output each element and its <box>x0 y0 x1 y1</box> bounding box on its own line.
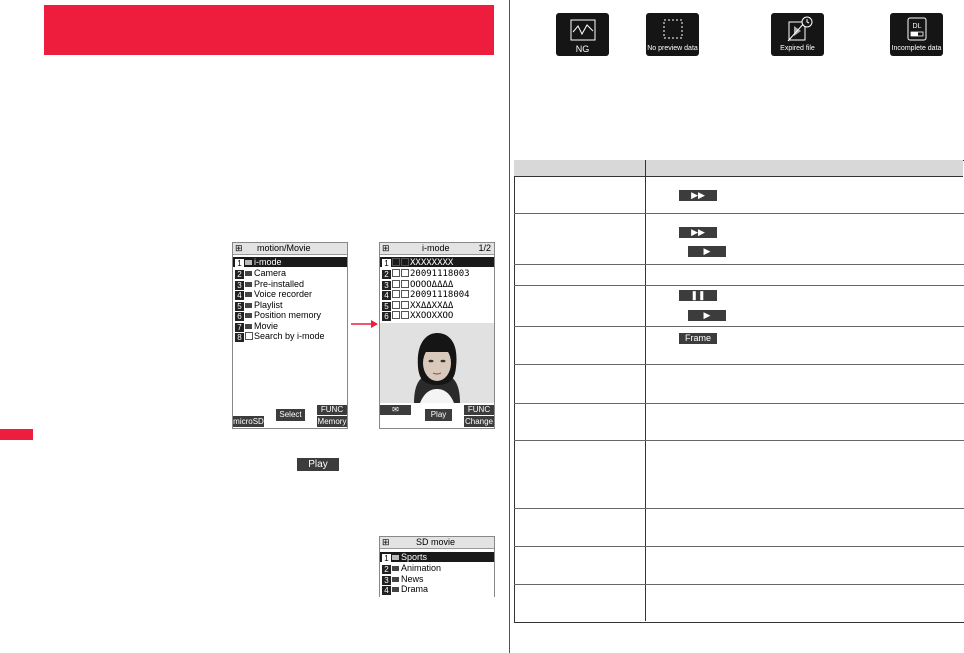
list-item[interactable]: 1 i-mode <box>233 257 347 267</box>
incomplete-data-thumbnail: DL Incomplete data <box>890 13 943 56</box>
list-item[interactable]: 3 Pre-installed <box>233 279 347 289</box>
list-item[interactable]: 4 Drama <box>380 584 494 594</box>
list-item[interactable]: 2 20091118003 <box>380 268 494 278</box>
search-item-icon <box>245 332 253 340</box>
movie-file-icon <box>401 258 409 266</box>
screen-antenna-icon: ⊞ <box>235 243 243 253</box>
movie-file-icon <box>392 311 400 319</box>
table-row-divider <box>514 213 964 214</box>
movie-file-icon <box>401 290 409 298</box>
table-header-row <box>514 160 963 177</box>
dotted-frame-icon <box>662 18 684 40</box>
softkey-func[interactable]: FUNC <box>464 405 494 415</box>
list-item[interactable]: 4 20091118004 <box>380 289 494 299</box>
wave-icon <box>570 19 596 41</box>
table-column-divider <box>645 160 646 621</box>
page-divider <box>509 0 510 653</box>
table-row-divider <box>514 364 964 365</box>
list-item[interactable]: 3 OOOOΔΔΔΔ <box>380 279 494 289</box>
table-row-divider <box>514 508 964 509</box>
movie-file-icon <box>392 258 400 266</box>
table-row-divider <box>514 546 964 547</box>
play-key-inline: Play <box>297 458 339 471</box>
screen-antenna-icon: ⊞ <box>382 537 390 547</box>
mail-icon[interactable]: ✉ <box>380 405 411 415</box>
list-item[interactable]: 3 News <box>380 574 494 584</box>
movie-file-icon <box>392 290 400 298</box>
play-key: ▶ <box>688 246 726 257</box>
ng-thumbnail: NG <box>556 13 609 56</box>
list-item[interactable]: 5 Playlist <box>233 300 347 310</box>
screen-header <box>380 537 494 549</box>
folder-icon <box>245 303 252 308</box>
pause-key: ❚❚ <box>679 290 717 301</box>
table-row-divider <box>514 440 964 441</box>
folder-icon <box>245 282 252 287</box>
table-row-divider <box>514 264 964 265</box>
fast-forward-key: ▶▶ <box>679 190 717 201</box>
movie-file-icon <box>401 301 409 309</box>
table-row-divider <box>514 584 964 585</box>
softkey-change[interactable]: Change <box>464 417 494 426</box>
folder-icon <box>392 566 399 571</box>
softkey-play[interactable]: Play <box>425 409 452 421</box>
phone-screen-movie-folders <box>232 242 348 429</box>
expired-file-thumbnail: Expired file <box>771 13 824 56</box>
list-item[interactable]: 6 Position memory <box>233 310 347 320</box>
no-preview-thumbnail: No preview data <box>646 13 699 56</box>
folder-icon <box>392 577 399 582</box>
page-indicator: 1/2 <box>478 243 491 253</box>
dl-device-icon <box>906 17 928 41</box>
list-item[interactable]: 1 Sports <box>380 552 494 562</box>
expired-clock-icon <box>785 15 815 43</box>
chapter-index-tab <box>0 429 33 440</box>
table-row-divider <box>514 285 964 286</box>
screen-title: motion/Movie <box>257 243 311 253</box>
list-item[interactable]: 2 Animation <box>380 563 494 573</box>
section-header-banner <box>44 5 494 55</box>
softkey-microsd[interactable]: microSD <box>233 417 264 426</box>
folder-icon <box>245 324 252 329</box>
operation-table <box>514 160 964 623</box>
phone-screen-sd-movie <box>379 536 495 597</box>
folder-icon <box>245 260 252 265</box>
list-item[interactable]: 4 Voice recorder <box>233 289 347 299</box>
softkey-select[interactable]: Select <box>276 409 305 421</box>
screen-header <box>233 243 347 255</box>
svg-text:DL: DL <box>912 23 922 30</box>
screen-title: SD movie <box>416 537 456 547</box>
folder-icon <box>245 271 252 276</box>
softkey-memory[interactable]: Memory <box>317 417 347 426</box>
folder-icon <box>392 555 399 560</box>
list-item[interactable]: 2 Camera <box>233 268 347 278</box>
screen-antenna-icon: ⊞ <box>382 243 390 253</box>
table-row-divider <box>514 403 964 404</box>
movie-preview-image <box>380 323 494 403</box>
folder-icon <box>245 313 252 318</box>
list-item[interactable]: 5 XXΔΔXXΔΔ <box>380 300 494 310</box>
play-key: ▶ <box>688 310 726 321</box>
table-row-divider <box>514 326 964 327</box>
phone-screen-imode-movies <box>379 242 495 429</box>
movie-file-icon <box>392 280 400 288</box>
movie-file-icon <box>392 269 400 277</box>
softkey-func[interactable]: FUNC <box>317 405 347 415</box>
fast-forward-key: ▶▶ <box>679 227 717 238</box>
arrow-right-icon <box>349 318 379 330</box>
folder-icon <box>392 587 399 592</box>
list-item[interactable]: 6 XXOOXXOO <box>380 310 494 320</box>
screen-title: i-mode <box>422 243 450 253</box>
list-item[interactable]: 7 Movie <box>233 321 347 331</box>
frame-key: Frame <box>679 333 717 344</box>
folder-icon <box>245 292 252 297</box>
list-item[interactable]: 1 XXXXXXXX <box>380 257 494 267</box>
movie-file-icon <box>401 280 409 288</box>
screen-header <box>380 243 494 255</box>
movie-file-icon <box>392 301 400 309</box>
movie-file-icon <box>401 311 409 319</box>
list-item[interactable]: 8 Search by i-mode <box>233 331 347 341</box>
movie-file-icon <box>401 269 409 277</box>
